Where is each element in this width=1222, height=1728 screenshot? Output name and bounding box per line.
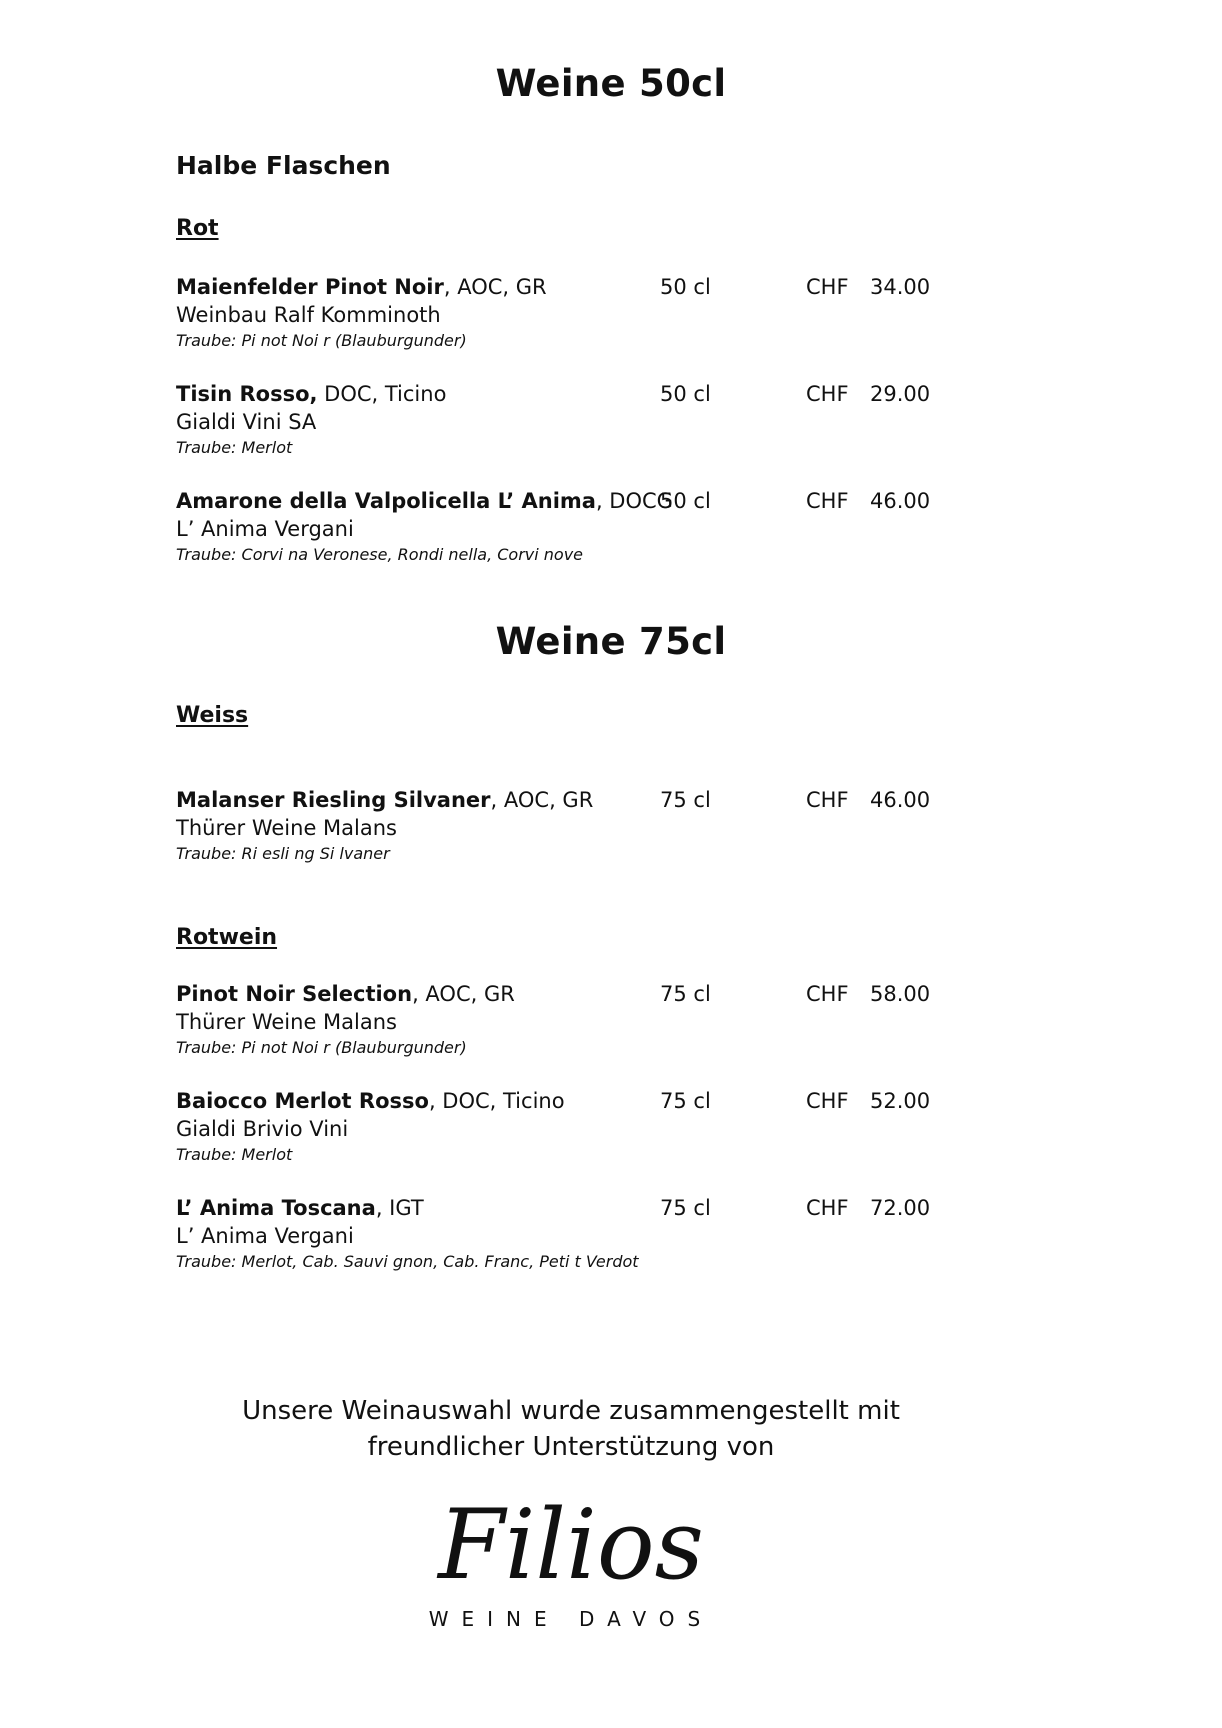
filios-logo-subtitle: WEINE DAVOS (428, 1607, 714, 1631)
wine-currency: CHF (806, 1089, 849, 1113)
wine-origin: DOC, Ticino (317, 382, 447, 406)
wine-producer: Thürer Weine Malans (176, 816, 397, 840)
wine-origin: , DOCG (595, 489, 673, 513)
wine-volume: 50 cl (660, 489, 711, 513)
wine-name-line (176, 1089, 565, 1113)
wine-grape: Traube: Pi not Noi r (Blauburgunder) (176, 1038, 467, 1057)
wine-item (176, 1196, 936, 1296)
wine-price: 52.00 (870, 1089, 931, 1113)
wine-item (176, 489, 936, 589)
wine-price: 72.00 (870, 1196, 931, 1220)
wine-origin: , AOC, GR (412, 982, 515, 1006)
wine-name-line (176, 788, 593, 812)
wine-currency: CHF (806, 1196, 849, 1220)
wine-volume: 75 cl (660, 1196, 711, 1220)
wine-producer: L’ Anima Vergani (176, 1224, 354, 1248)
wine-item (176, 982, 936, 1082)
filios-logo (0, 1480, 1142, 1600)
wine-volume: 75 cl (660, 788, 711, 812)
wine-name: Baiocco Merlot Rosso (176, 1089, 429, 1113)
wine-name-line (176, 382, 446, 406)
wine-grape: Traube: Merlot (176, 1145, 293, 1164)
wine-currency: CHF (806, 382, 849, 406)
footer-note-line1: Unsere Weinauswahl wurde zusammengestellt mit (242, 1396, 900, 1426)
wine-grape: Traube: Ri esli ng Si lvaner (176, 844, 390, 863)
wine-producer: Weinbau Ralf Komminoth (176, 303, 441, 327)
wine-origin: , AOC, GR (490, 788, 594, 812)
wine-grape: Traube: Pi not Noi r (Blauburgunder) (176, 331, 467, 350)
wine-name-line (176, 982, 515, 1006)
footer-note (0, 1393, 1142, 1465)
footer-note-line2: freundlicher Unterstützung von (367, 1432, 775, 1462)
wine-name: Tisin Rosso, (176, 382, 318, 406)
wine-grape: Traube: Merlot (176, 438, 293, 457)
wine-price: 58.00 (870, 982, 931, 1006)
section-50cl-title: Weine 50cl (495, 62, 727, 105)
wine-name: Maienfelder Pinot Noir (176, 275, 444, 299)
section-75cl-title: Weine 75cl (495, 620, 727, 663)
wine-name: L’ Anima Toscana (176, 1196, 376, 1220)
filios-script-text: Filios (438, 1489, 704, 1600)
wine-producer: Gialdi Brivio Vini (176, 1117, 349, 1141)
wine-currency: CHF (806, 489, 849, 513)
wine-name: Malanser Riesling Silvaner (176, 788, 491, 812)
wine-volume: 75 cl (660, 982, 711, 1006)
wine-name: Amarone della Valpolicella L’ Anima (176, 489, 596, 513)
wine-volume: 75 cl (660, 1089, 711, 1113)
wine-origin: , AOC, GR (443, 275, 547, 299)
wine-grape: Traube: Merlot, Cab. Sauvi gnon, Cab. Franc, Peti t Verdot (176, 1252, 639, 1271)
wine-item (176, 788, 936, 888)
wine-volume: 50 cl (660, 382, 711, 406)
category-rotwein: Rotwein (176, 925, 278, 950)
wine-name-line (176, 275, 547, 299)
wine-origin: , IGT (375, 1196, 424, 1220)
filios-script-logo (0, 1480, 1142, 1600)
wine-price: 29.00 (870, 382, 931, 406)
wine-item (176, 275, 936, 375)
wine-producer: L’ Anima Vergani (176, 517, 354, 541)
wine-currency: CHF (806, 275, 849, 299)
wine-price: 46.00 (870, 489, 931, 513)
wine-price: 34.00 (870, 275, 931, 299)
wine-name-line (176, 489, 673, 513)
wine-origin: , DOC, Ticino (428, 1089, 565, 1113)
wine-item (176, 1089, 936, 1189)
wine-grape: Traube: Corvi na Veronese, Rondi nella, Corvi nove (176, 545, 584, 564)
wine-currency: CHF (806, 982, 849, 1006)
wine-volume: 50 cl (660, 275, 711, 299)
wine-name: Pinot Noir Selection (176, 982, 413, 1006)
category-weiss: Weiss (176, 703, 249, 728)
wine-producer: Thürer Weine Malans (176, 1010, 397, 1034)
wine-producer: Gialdi Vini SA (176, 410, 317, 434)
section-50cl-subtitle: Halbe Flaschen (176, 151, 391, 180)
wine-price: 46.00 (870, 788, 931, 812)
wine-item (176, 382, 936, 482)
wine-name-line (176, 1196, 424, 1220)
category-rot: Rot (176, 216, 219, 241)
wine-currency: CHF (806, 788, 849, 812)
